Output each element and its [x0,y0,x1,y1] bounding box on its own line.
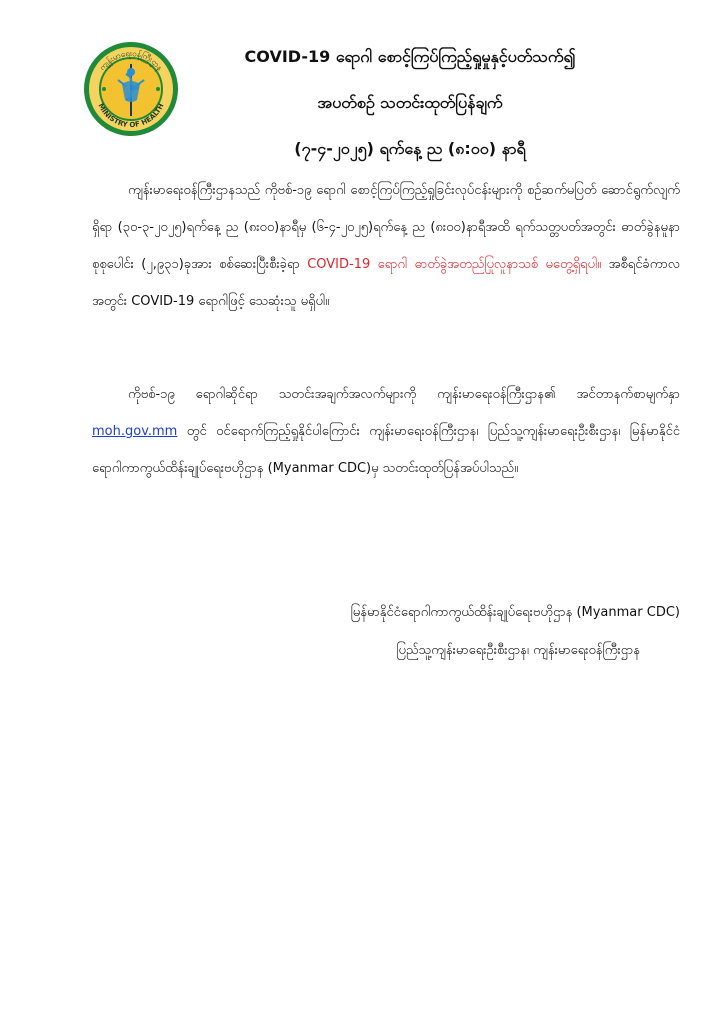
signature-line-1: မြန်မာနိုင်ငံရောဂါကာကွယ်ထိန်းချုပ်ရေးဗဟိုဌာန (Myanmar CDC) [350,605,680,620]
paragraph1-text-part2: အစီရင်ခံကာလအတွင်း COVID-19 ရောဂါဖြင့် သေဆုံးသူ မရှိပါ။ [92,257,680,309]
moh-website-link[interactable]: moh.gov.mm [92,424,178,439]
title-line-1: COVID-19 ရောဂါ စောင့်ကြပ်ကြည့်ရှုမှုနှင့်ပတ်သက်၍ [244,47,576,66]
issuing-authorities [351,594,680,670]
ministry-of-health-seal-icon [82,40,180,138]
paragraph-surveillance-results [92,172,680,320]
paragraph-information-source [92,376,680,487]
signature-line-2: ပြည်သူ့ကျန်းမာရေးဦးစီးဌာန၊ ကျန်းမာရေးဝန်ကြီးဌာန [396,643,640,658]
seal-bottom-text: MINISTRY OF HEALTH [96,102,166,130]
document-title [180,44,640,162]
title-line-3-date: (၇-၄-၂၀၂၅) ရက်နေ့ ည (၈:၀၀) နာရီ [294,139,526,158]
paragraph2-text-part1: ကိုဗစ်-၁၉ ရောဂါဆိုင်ရာ သတင်းအချက်အလက်များကို ကျန်းမာရေးဝန်ကြီးဌာန၏ အင်တာနက်စာမျက်နှာ [128,387,680,402]
paragraph2-text-part2: တွင် ဝင်ရောက်ကြည့်ရှုနိုင်ပါကြောင်း ကျန်းမာရေးဝန်ကြီးဌာန၊ ပြည်သူ့ကျန်းမာရေးဦးစီးဌာန၊ မြန်မာနိုင်ငံရောဂါကာကွယ်ထိန်းချုပ်ရေးဗဟိုဌာန (Myanmar CDC)မှ သတင်းထုတ်ပြန်အပ်ပါသည်။ [92,424,680,476]
title-line-2: အပတ်စဉ် သတင်းထုတ်ပြန်ချက် [317,93,503,112]
seal-top-text: ကျန်းမာရေးဝန်ကြီးဌာန [97,48,165,73]
paragraph1-highlight-no-new-cases: COVID-19 ရောဂါ ဓာတ်ခွဲအတည်ပြုလူနာသစ် မတွေ့ရှိရပါ။ [307,257,602,272]
paragraph1-text-part1: ကျန်းမာရေးဝန်ကြီးဌာနသည် ကိုဗစ်-၁၉ ရောဂါ စောင့်ကြပ်ကြည့်ရှုခြင်းလုပ်ငန်းများကို စဉ်ဆက်မပြတ် ဆောင်ရွက်လျက်ရှိရာ (၃၀-၃-၂၀၂၅)ရက်နေ့ ည (၈း၀၀)နာရီမှ (၆-၄-၂၀၂၅)ရက်နေ့ ည (၈း၀၀)နာရီအထိ ရက်သတ္တပတ်အတွင်း ဓာတ်ခွဲနမူနာစုစုပေါင်း (၂,၉၃၁)ခုအား စစ်ဆေးပြီးစီးခဲ့ရာ [92,183,680,272]
seal-graphic [82,40,180,138]
